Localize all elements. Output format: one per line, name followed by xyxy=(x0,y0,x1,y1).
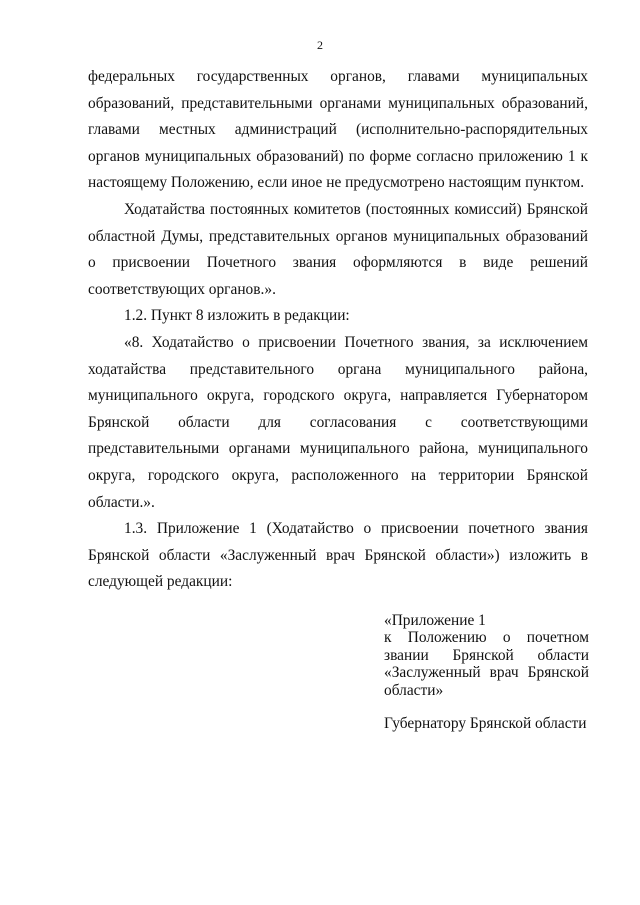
paragraph-item-1-2: 1.2. Пункт 8 изложить в редакции: xyxy=(124,307,350,325)
paragraph-petitions: Ходатайства постоянных комитетов (постоянных комиссий) Брянской областной Думы, представительных органов муниципальных образований о присвоении Почетного звания оформляются в виде решений соответствующих органов.». xyxy=(88,200,588,298)
appendix-reference: к Положению о почетном звании Брянской области «Заслуженный врач Брянской области» xyxy=(384,629,589,699)
addressee: Губернатору Брянской области xyxy=(384,715,587,732)
appendix-title: «Приложение 1 xyxy=(384,612,486,629)
paragraph-clause-8: «8. Ходатайство о присвоении Почетного звания, за исключением ходатайства представительного органа муниципального района, муниципального округа, городского округа, направляется Губернатором Брянской области для согласования с соответствующими представительными органами муниципального района, муниципального округа, городского округа, расположенного на территории Брянской области.». xyxy=(88,333,588,511)
paragraph-item-1-3: 1.3. Приложение 1 (Ходатайство о присвоении почетного звания Брянской области «Заслуженный врач Брянской области») изложить в следующей редакции: xyxy=(88,520,588,591)
document-body xyxy=(88,64,588,596)
appendix-header xyxy=(384,612,589,699)
page-number: 2 xyxy=(317,38,323,52)
paragraph-continuation: федеральных государственных органов, главами муниципальных образований, представительными органами муниципальных образований, главами местных администраций (исполнительно-распорядительных органов муниципальных образований) по форме согласно приложению 1 к настоящему Положению, если иное не предусмотрено настоящим пунктом. xyxy=(88,68,588,192)
